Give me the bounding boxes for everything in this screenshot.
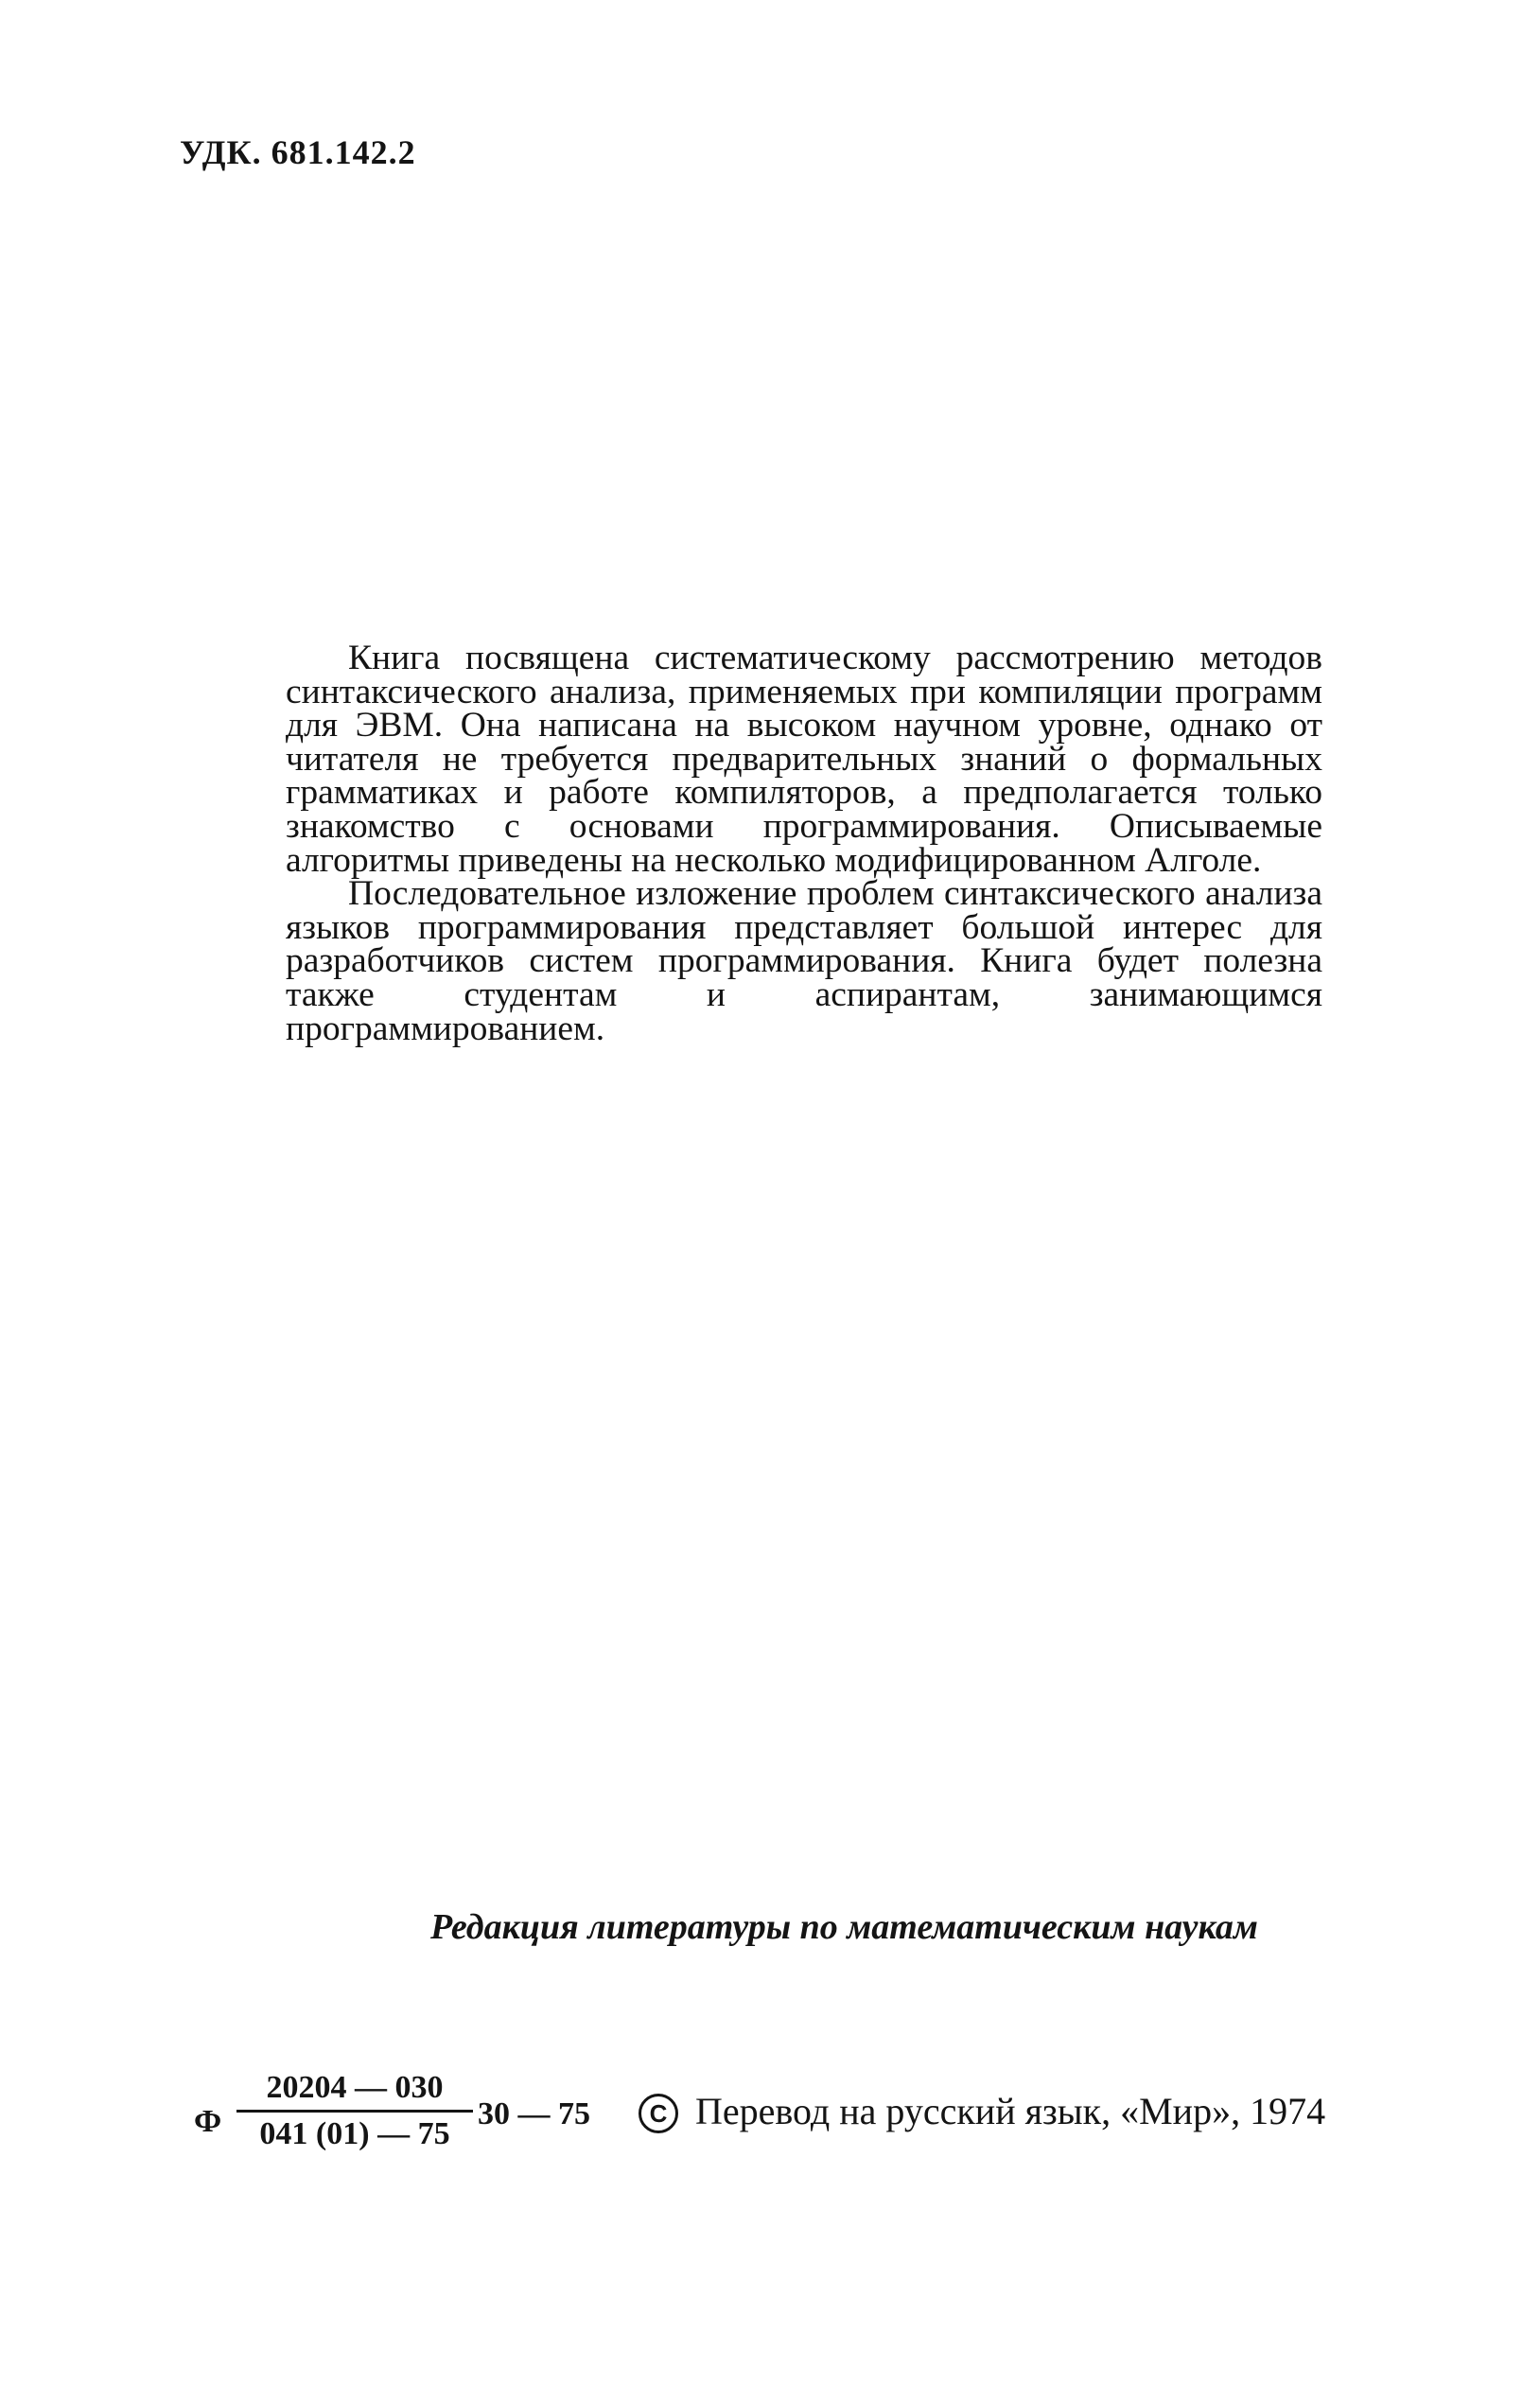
udc-code: УДК. 681.142.2 — [180, 133, 416, 171]
book-abstract — [286, 639, 1322, 1048]
abstract-paragraph-1: Книга посвящена систематическому рассмотрению методов синтаксического анализа, применяемых при компиляции программ для ЭВМ. Она написана на высоком научном уровне, однако от читателя не требуется предварительных знаний о формальных грамматиках и работе компиляторов, а предполагается только знакомство с основами программирования. Описываемые алгоритмы приведены на несколько модифицированном Алголе. — [286, 639, 1322, 880]
editorial-office: Редакция литературы по математическим наукам — [430, 1907, 1258, 1947]
series-number: 30 — 75 — [478, 2096, 590, 2131]
phi-letter: Ф — [194, 2104, 222, 2139]
copyright-text: Перевод на русский язык, «Мир», 1974 — [695, 2090, 1326, 2132]
fraction-denominator: 041 (01) — 75 — [259, 2116, 450, 2151]
catalog-fraction — [236, 2070, 473, 2152]
copyright-notice — [639, 2089, 1325, 2133]
fraction-numerator: 20204 — 030 — [236, 2070, 473, 2113]
imprint-line — [194, 2070, 1339, 2174]
copyright-icon: C — [639, 2094, 678, 2133]
abstract-paragraph-2: Последовательное изложение проблем синтаксического анализа языков программирования представляет большой интерес для разработчиков систем программирования. Книга будет полезна также студентам и аспирантам, занимающимся программированием. — [286, 874, 1322, 1048]
